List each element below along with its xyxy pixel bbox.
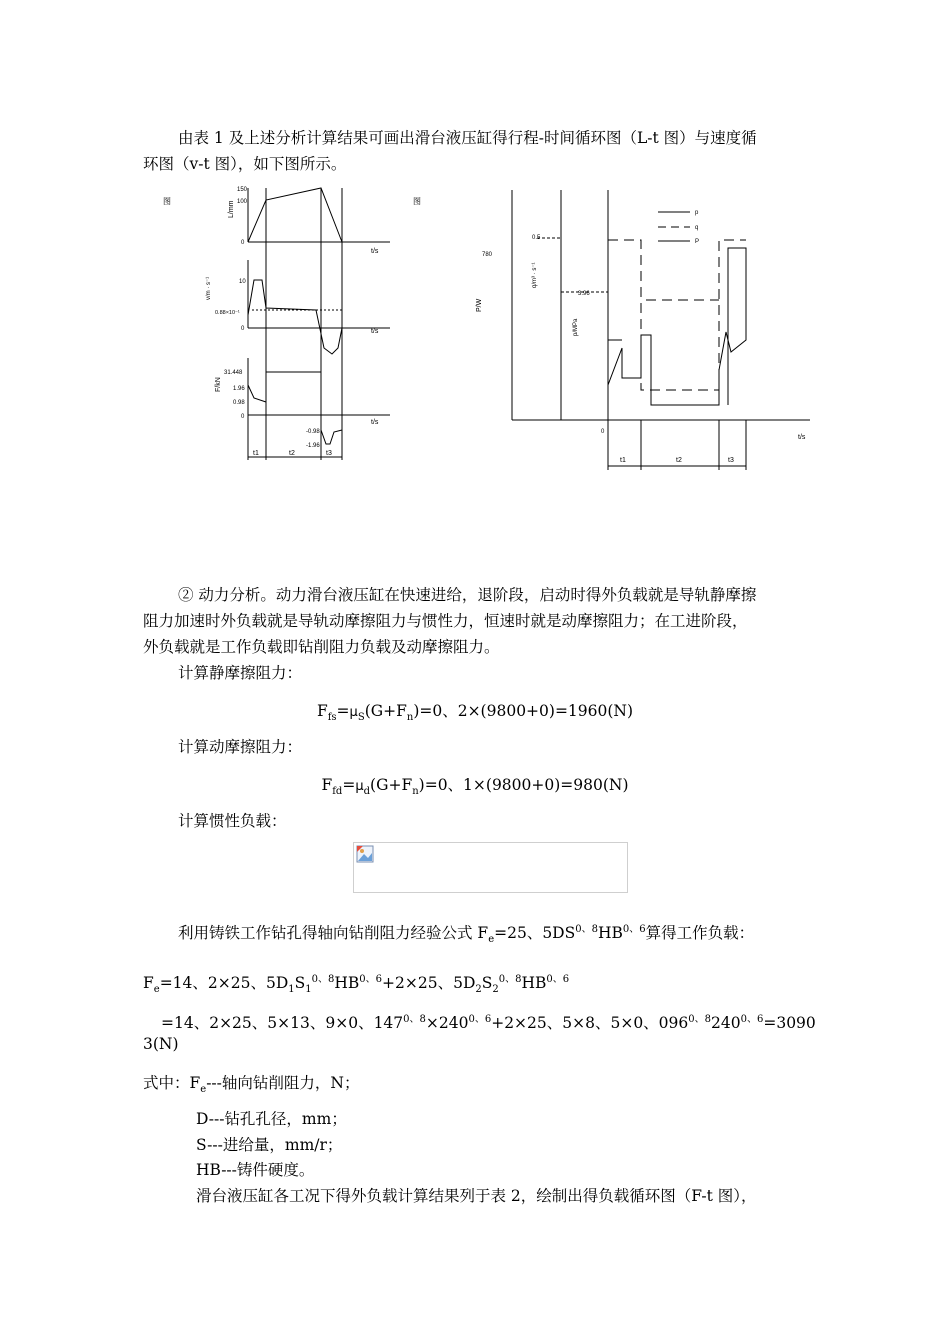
equation-fe-general: $F_e=14$、2×25、$5D_1S_1^{0、8}HB^{0、6}+2\times 25$、$5D_2S_2^{0、8}HB^{0、6}$ [143, 973, 570, 996]
where-clause: 式中：$F_e---$轴向钻削阻力，N； [143, 1074, 360, 1096]
legend-q: q [695, 225, 699, 231]
ft-tick-196: 1.96 [233, 386, 245, 392]
vt-tick-0: 0 [241, 326, 245, 332]
lt-tick-150: 150 [237, 187, 248, 193]
paragraph-dynamics-line3: 外负载就是工作负载即钻削阻力负载及动摩擦阻力。 [143, 638, 500, 656]
def-s: S---进给量，mm/r； [196, 1136, 343, 1154]
equation-fe-numeric: =14、2×25、5×13、9×0、$147^{0、8}\times 240^{0、6}+2\times 25$、5×8、5×0、$096^{0、8}240^{0、6}=3090$ [161, 1013, 816, 1032]
ft-tick-neg196: -1.96 [306, 443, 320, 449]
legend-P: P [695, 239, 700, 245]
paragraph-table2: 滑台液压缸各工况下得外负载计算结果列于表 2，绘制出得负载循环图（F-t 图）， [196, 1187, 757, 1205]
paragraph-dynamics-line1: ② 动力分析。动力滑台液压缸在快速进给，退阶段，启动时得外负载就是导轨静摩擦 [178, 586, 757, 604]
fig-left-interval-t3: t3 [326, 450, 332, 457]
vt-xlabel: t/s [371, 328, 379, 335]
equation-fe-numeric-line2: 3(N) [143, 1035, 179, 1053]
ft-xlabel: t/s [371, 419, 379, 426]
ft-tick-neg098: -0.98 [306, 429, 320, 435]
calc-static-label: 计算静摩擦阻力： [178, 664, 303, 682]
vt-tick-10: 10 [239, 279, 246, 285]
lt-tick-100: 100 [237, 199, 248, 205]
paragraph-dynamics-line2: 阻力加速时外负载就是导轨动摩擦阻力与惯性力，恒速时就是动摩擦阻力；在工进阶段， [143, 612, 748, 630]
equation-static-friction: $F_{fs}=\mu_S(G+F_n)=0$、2×(9800+0)=1960(N) [316, 702, 634, 724]
paragraph-intro-line2: 环图（v-t 图），如下图所示。 [143, 155, 347, 173]
def-hb: HB---铸件硬度。 [196, 1161, 315, 1179]
vt-tick-088: 0.88×10⁻¹ [215, 310, 240, 316]
vt-ylabel: v/m · s⁻¹ [206, 276, 212, 300]
paragraph-intro-line1: 由表 1 及上述分析计算结果可画出滑台液压缸得行程-时间循环图（L-t 图）与速度循 [178, 129, 757, 147]
paragraph-cutting-force: 利用铸铁工作钻孔得轴向钻削阻力经验公式 $F_e=25$、$5DS^{0、8}HB^{0、6}$算得工作负载： [178, 923, 755, 946]
fig-right-p-ylabel: p/MPa [573, 318, 579, 336]
ft-tick-098: 0.98 [233, 400, 245, 406]
fig-right-mid-ylabel: q/m³ · s⁻¹ [532, 262, 538, 288]
legend-p: p [695, 210, 699, 216]
fig-right-side-label: 图 [413, 197, 421, 206]
fig-right-interval-t2: t2 [676, 457, 682, 464]
calc-inertia-label: 计算惯性负载： [178, 812, 287, 830]
fig-right-left-tick: 780 [482, 252, 493, 258]
fig-right-origin: 0 [601, 429, 605, 435]
lt-tick-0: 0 [241, 240, 245, 246]
fig-left-side-label: 图 [163, 197, 171, 206]
lt-ylabel: L/mm [228, 200, 235, 218]
calc-dynamic-label: 计算动摩擦阻力： [178, 738, 303, 756]
broken-image-icon [356, 845, 374, 863]
fig-left-interval-t2: t2 [289, 450, 295, 457]
cycle-diagrams [0, 180, 950, 480]
lt-xlabel: t/s [371, 248, 379, 255]
ft-ylabel: F/kN [215, 377, 222, 392]
fig-left-interval-t1: t1 [253, 450, 259, 457]
fig-right-mid-tick: 0.5 [532, 235, 541, 241]
fig-right-interval-t1: t1 [620, 457, 626, 464]
fig-right-left-ylabel: P/W [476, 298, 483, 312]
def-d: D---钻孔孔径，mm； [196, 1110, 347, 1128]
fig-right-p-tick: 3.96 [578, 291, 590, 297]
fig-right-xlabel: t/s [798, 434, 806, 441]
equation-dynamic-friction: $F_{fd}=\mu_d(G+F_n)=0$、1×(9800+0)=980(N) [321, 776, 629, 798]
fig-right-interval-t3: t3 [728, 457, 734, 464]
ft-tick-31448: 31.448 [224, 370, 243, 376]
ft-tick-0: 0 [241, 414, 245, 420]
formula-image-placeholder [353, 842, 628, 893]
